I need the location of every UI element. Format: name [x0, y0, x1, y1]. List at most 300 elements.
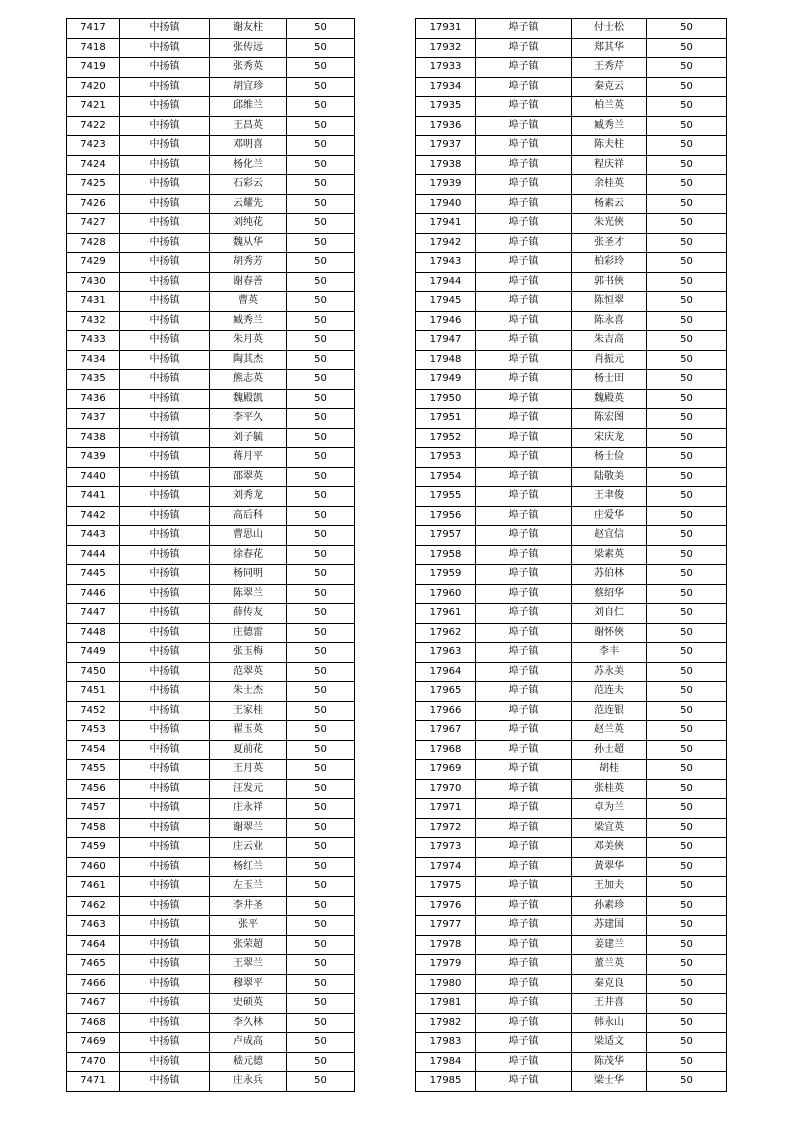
town-cell: 中扬镇	[120, 526, 210, 546]
person-name-cell: 赵宜信	[572, 526, 647, 546]
row-number-cell: 7430	[67, 272, 120, 292]
person-name-cell: 邓美俠	[572, 838, 647, 858]
person-name-cell: 梁士华	[572, 1072, 647, 1092]
town-cell: 埠子镇	[476, 389, 572, 409]
amount-cell: 50	[287, 974, 355, 994]
town-cell: 埠子镇	[476, 721, 572, 741]
town-cell: 埠子镇	[476, 701, 572, 721]
person-name-cell: 肖振元	[572, 350, 647, 370]
table-row	[416, 428, 727, 448]
town-cell: 埠子镇	[476, 311, 572, 331]
row-number-cell: 7454	[67, 740, 120, 760]
town-cell: 中扬镇	[120, 350, 210, 370]
table-row	[416, 896, 727, 916]
row-number-cell: 7451	[67, 682, 120, 702]
table-row	[416, 331, 727, 351]
row-number-cell: 17952	[416, 428, 476, 448]
person-name-cell: 夏前花	[210, 740, 287, 760]
row-number-cell: 17934	[416, 77, 476, 97]
table-row	[67, 838, 355, 858]
town-cell: 埠子镇	[476, 506, 572, 526]
amount-cell: 50	[647, 935, 727, 955]
amount-cell: 50	[647, 409, 727, 429]
row-number-cell: 17980	[416, 974, 476, 994]
amount-cell: 50	[647, 916, 727, 936]
person-name-cell: 付士松	[572, 19, 647, 39]
town-cell: 中扬镇	[120, 584, 210, 604]
person-name-cell: 王聿俊	[572, 487, 647, 507]
row-number-cell: 7431	[67, 292, 120, 312]
amount-cell: 50	[647, 779, 727, 799]
table-row	[416, 1072, 727, 1092]
town-cell: 埠子镇	[476, 331, 572, 351]
person-name-cell: 李井圣	[210, 896, 287, 916]
town-cell: 中扬镇	[120, 604, 210, 624]
amount-cell: 50	[647, 896, 727, 916]
amount-cell: 50	[647, 350, 727, 370]
row-number-cell: 17953	[416, 448, 476, 468]
person-name-cell: 魏从华	[210, 233, 287, 253]
town-cell: 埠子镇	[476, 428, 572, 448]
table-row	[67, 974, 355, 994]
table-row	[416, 389, 727, 409]
amount-cell: 50	[647, 272, 727, 292]
table-row	[67, 272, 355, 292]
row-number-cell: 7423	[67, 136, 120, 156]
person-name-cell: 王月英	[210, 760, 287, 780]
town-cell: 中扬镇	[120, 838, 210, 858]
town-cell: 埠子镇	[476, 838, 572, 858]
row-number-cell: 17976	[416, 896, 476, 916]
amount-cell: 50	[647, 214, 727, 234]
table-row	[416, 877, 727, 897]
table-row	[67, 623, 355, 643]
row-number-cell: 7438	[67, 428, 120, 448]
table-row	[67, 779, 355, 799]
town-cell: 埠子镇	[476, 740, 572, 760]
amount-cell: 50	[647, 877, 727, 897]
person-name-cell: 秦克云	[572, 77, 647, 97]
table-row	[416, 643, 727, 663]
person-name-cell: 胡桂	[572, 760, 647, 780]
amount-cell: 50	[287, 350, 355, 370]
town-cell: 中扬镇	[120, 955, 210, 975]
person-name-cell: 曹英	[210, 292, 287, 312]
amount-cell: 50	[647, 604, 727, 624]
table-row	[67, 994, 355, 1014]
amount-cell: 50	[647, 233, 727, 253]
person-name-cell: 郑其华	[572, 38, 647, 58]
person-name-cell: 张平	[210, 916, 287, 936]
table-row	[416, 1033, 727, 1053]
row-number-cell: 7417	[67, 19, 120, 39]
town-cell: 埠子镇	[476, 1013, 572, 1033]
row-number-cell: 7452	[67, 701, 120, 721]
row-number-cell: 17963	[416, 643, 476, 663]
amount-cell: 50	[287, 214, 355, 234]
town-cell: 中扬镇	[120, 916, 210, 936]
row-number-cell: 7471	[67, 1072, 120, 1092]
amount-cell: 50	[647, 643, 727, 663]
table-row	[67, 311, 355, 331]
row-number-cell: 17979	[416, 955, 476, 975]
amount-cell: 50	[287, 311, 355, 331]
row-number-cell: 17951	[416, 409, 476, 429]
person-name-cell: 汪发元	[210, 779, 287, 799]
amount-cell: 50	[647, 155, 727, 175]
amount-cell: 50	[287, 916, 355, 936]
table-row	[67, 877, 355, 897]
town-cell: 中扬镇	[120, 935, 210, 955]
person-name-cell: 邓明喜	[210, 136, 287, 156]
row-number-cell: 7436	[67, 389, 120, 409]
person-name-cell: 嵇元德	[210, 1052, 287, 1072]
town-cell: 中扬镇	[120, 721, 210, 741]
table-row	[416, 311, 727, 331]
town-cell: 中扬镇	[120, 292, 210, 312]
person-name-cell: 庄永祥	[210, 799, 287, 819]
town-cell: 埠子镇	[476, 58, 572, 78]
table-row	[67, 38, 355, 58]
town-cell: 中扬镇	[120, 311, 210, 331]
row-number-cell: 7469	[67, 1033, 120, 1053]
town-cell: 中扬镇	[120, 253, 210, 273]
person-name-cell: 赵兰英	[572, 721, 647, 741]
person-name-cell: 黄翠华	[572, 857, 647, 877]
table-row	[67, 682, 355, 702]
person-name-cell: 蒋月平	[210, 448, 287, 468]
town-cell: 中扬镇	[120, 1052, 210, 1072]
town-cell: 埠子镇	[476, 116, 572, 136]
person-name-cell: 姜建兰	[572, 935, 647, 955]
person-name-cell: 朱月英	[210, 331, 287, 351]
amount-cell: 50	[287, 467, 355, 487]
amount-cell: 50	[287, 799, 355, 819]
table-row	[67, 194, 355, 214]
amount-cell: 50	[647, 682, 727, 702]
town-cell: 中扬镇	[120, 272, 210, 292]
table-row	[67, 701, 355, 721]
person-name-cell: 柏兰英	[572, 97, 647, 117]
row-number-cell: 17975	[416, 877, 476, 897]
table-row	[67, 799, 355, 819]
table-row	[67, 253, 355, 273]
town-cell: 埠子镇	[476, 682, 572, 702]
town-cell: 埠子镇	[476, 896, 572, 916]
amount-cell: 50	[287, 58, 355, 78]
row-number-cell: 17941	[416, 214, 476, 234]
amount-cell: 50	[647, 838, 727, 858]
town-cell: 埠子镇	[476, 974, 572, 994]
amount-cell: 50	[647, 955, 727, 975]
table-row	[416, 955, 727, 975]
person-name-cell: 杨红兰	[210, 857, 287, 877]
amount-cell: 50	[647, 818, 727, 838]
row-number-cell: 17956	[416, 506, 476, 526]
person-name-cell: 邱维兰	[210, 97, 287, 117]
amount-cell: 50	[647, 1013, 727, 1033]
table-row	[67, 506, 355, 526]
row-number-cell: 17935	[416, 97, 476, 117]
row-number-cell: 17968	[416, 740, 476, 760]
person-name-cell: 张传远	[210, 38, 287, 58]
town-cell: 埠子镇	[476, 467, 572, 487]
amount-cell: 50	[287, 272, 355, 292]
table-row	[416, 77, 727, 97]
person-name-cell: 李丰	[572, 643, 647, 663]
amount-cell: 50	[287, 194, 355, 214]
row-number-cell: 7465	[67, 955, 120, 975]
table-row	[416, 994, 727, 1014]
table-row	[416, 409, 727, 429]
table-row	[416, 38, 727, 58]
row-number-cell: 7439	[67, 448, 120, 468]
amount-cell: 50	[647, 331, 727, 351]
person-name-cell: 郭书俠	[572, 272, 647, 292]
town-cell: 中扬镇	[120, 1013, 210, 1033]
table-row	[416, 584, 727, 604]
amount-cell: 50	[287, 838, 355, 858]
person-name-cell: 梁素英	[572, 545, 647, 565]
town-cell: 中扬镇	[120, 760, 210, 780]
town-cell: 埠子镇	[476, 545, 572, 565]
person-name-cell: 高后科	[210, 506, 287, 526]
row-number-cell: 17955	[416, 487, 476, 507]
town-cell: 中扬镇	[120, 506, 210, 526]
person-name-cell: 杨士俭	[572, 448, 647, 468]
table-row	[67, 662, 355, 682]
table-row	[416, 116, 727, 136]
row-number-cell: 7424	[67, 155, 120, 175]
table-row	[67, 370, 355, 390]
row-number-cell: 7466	[67, 974, 120, 994]
amount-cell: 50	[647, 506, 727, 526]
row-number-cell: 7429	[67, 253, 120, 273]
town-cell: 埠子镇	[476, 292, 572, 312]
amount-cell: 50	[287, 77, 355, 97]
table-row	[416, 253, 727, 273]
amount-cell: 50	[287, 1052, 355, 1072]
table-row	[67, 136, 355, 156]
town-cell: 埠子镇	[476, 233, 572, 253]
person-name-cell: 杨同明	[210, 565, 287, 585]
amount-cell: 50	[287, 370, 355, 390]
person-name-cell: 刘纯花	[210, 214, 287, 234]
town-cell: 中扬镇	[120, 194, 210, 214]
town-cell: 埠子镇	[476, 350, 572, 370]
town-cell: 埠子镇	[476, 77, 572, 97]
table-row	[67, 467, 355, 487]
row-number-cell: 17932	[416, 38, 476, 58]
person-name-cell: 谢翠兰	[210, 818, 287, 838]
person-name-cell: 柏彩玲	[572, 253, 647, 273]
row-number-cell: 7418	[67, 38, 120, 58]
town-cell: 中扬镇	[120, 662, 210, 682]
town-cell: 埠子镇	[476, 662, 572, 682]
row-number-cell: 7419	[67, 58, 120, 78]
town-cell: 中扬镇	[120, 58, 210, 78]
amount-cell: 50	[287, 955, 355, 975]
table-row	[416, 838, 727, 858]
town-cell: 中扬镇	[120, 740, 210, 760]
town-cell: 中扬镇	[120, 77, 210, 97]
row-number-cell: 7456	[67, 779, 120, 799]
person-name-cell: 张荣超	[210, 935, 287, 955]
person-name-cell: 杨士田	[572, 370, 647, 390]
amount-cell: 50	[647, 974, 727, 994]
amount-cell: 50	[647, 116, 727, 136]
row-number-cell: 17982	[416, 1013, 476, 1033]
amount-cell: 50	[287, 877, 355, 897]
row-number-cell: 7432	[67, 311, 120, 331]
table-row	[67, 955, 355, 975]
town-cell: 中扬镇	[120, 818, 210, 838]
row-number-cell: 17948	[416, 350, 476, 370]
person-name-cell: 朱士杰	[210, 682, 287, 702]
person-name-cell: 徐春花	[210, 545, 287, 565]
town-cell: 埠子镇	[476, 818, 572, 838]
person-name-cell: 杨素云	[572, 194, 647, 214]
amount-cell: 50	[287, 779, 355, 799]
amount-cell: 50	[647, 740, 727, 760]
town-cell: 中扬镇	[120, 409, 210, 429]
town-cell: 中扬镇	[120, 116, 210, 136]
table-row	[67, 604, 355, 624]
row-number-cell: 17959	[416, 565, 476, 585]
table-row	[67, 233, 355, 253]
table-row	[416, 214, 727, 234]
town-cell: 中扬镇	[120, 155, 210, 175]
table-row	[67, 77, 355, 97]
town-cell: 中扬镇	[120, 214, 210, 234]
amount-cell: 50	[647, 721, 727, 741]
town-cell: 埠子镇	[476, 253, 572, 273]
table-row	[416, 916, 727, 936]
town-cell: 埠子镇	[476, 97, 572, 117]
person-name-cell: 范连夫	[572, 682, 647, 702]
table-row	[67, 1072, 355, 1092]
amount-cell: 50	[287, 935, 355, 955]
row-number-cell: 17958	[416, 545, 476, 565]
amount-cell: 50	[647, 799, 727, 819]
row-number-cell: 17961	[416, 604, 476, 624]
amount-cell: 50	[287, 740, 355, 760]
row-number-cell: 7435	[67, 370, 120, 390]
row-number-cell: 17950	[416, 389, 476, 409]
amount-cell: 50	[287, 19, 355, 39]
town-cell: 中扬镇	[120, 467, 210, 487]
table-row	[67, 643, 355, 663]
person-name-cell: 朱光俠	[572, 214, 647, 234]
row-number-cell: 7470	[67, 1052, 120, 1072]
row-number-cell: 17947	[416, 331, 476, 351]
row-number-cell: 17931	[416, 19, 476, 39]
amount-cell: 50	[287, 253, 355, 273]
person-name-cell: 陶其杰	[210, 350, 287, 370]
table-row	[67, 409, 355, 429]
row-number-cell: 17936	[416, 116, 476, 136]
row-number-cell: 17964	[416, 662, 476, 682]
amount-cell: 50	[287, 896, 355, 916]
row-number-cell: 7445	[67, 565, 120, 585]
town-cell: 中扬镇	[120, 389, 210, 409]
town-cell: 埠子镇	[476, 994, 572, 1014]
town-cell: 中扬镇	[120, 38, 210, 58]
row-number-cell: 17970	[416, 779, 476, 799]
person-name-cell: 王家桂	[210, 701, 287, 721]
person-name-cell: 秦克良	[572, 974, 647, 994]
row-number-cell: 17973	[416, 838, 476, 858]
table-row	[416, 1013, 727, 1033]
amount-cell: 50	[647, 38, 727, 58]
amount-cell: 50	[647, 1052, 727, 1072]
table-row	[416, 58, 727, 78]
amount-cell: 50	[287, 38, 355, 58]
row-number-cell: 7458	[67, 818, 120, 838]
amount-cell: 50	[647, 565, 727, 585]
town-cell: 埠子镇	[476, 1052, 572, 1072]
row-number-cell: 17977	[416, 916, 476, 936]
town-cell: 中扬镇	[120, 643, 210, 663]
person-name-cell: 李久林	[210, 1013, 287, 1033]
table-row	[67, 760, 355, 780]
row-number-cell: 17944	[416, 272, 476, 292]
town-cell: 埠子镇	[476, 526, 572, 546]
town-cell: 埠子镇	[476, 877, 572, 897]
table-row	[67, 448, 355, 468]
row-number-cell: 17943	[416, 253, 476, 273]
person-name-cell: 范翠英	[210, 662, 287, 682]
town-cell: 中扬镇	[120, 233, 210, 253]
amount-cell: 50	[647, 857, 727, 877]
amount-cell: 50	[647, 1072, 727, 1092]
table-row	[416, 623, 727, 643]
table-row	[67, 1013, 355, 1033]
person-name-cell: 陈宏图	[572, 409, 647, 429]
person-name-cell: 刘秀龙	[210, 487, 287, 507]
row-number-cell: 7428	[67, 233, 120, 253]
row-number-cell: 7442	[67, 506, 120, 526]
amount-cell: 50	[287, 428, 355, 448]
town-cell: 中扬镇	[120, 448, 210, 468]
amount-cell: 50	[647, 584, 727, 604]
table-row	[67, 584, 355, 604]
town-cell: 埠子镇	[476, 272, 572, 292]
table-row	[416, 721, 727, 741]
amount-cell: 50	[647, 253, 727, 273]
person-name-cell: 韩永山	[572, 1013, 647, 1033]
table-row	[416, 662, 727, 682]
person-name-cell: 王井喜	[572, 994, 647, 1014]
table-row	[416, 1052, 727, 1072]
amount-cell: 50	[287, 116, 355, 136]
person-name-cell: 谢春善	[210, 272, 287, 292]
row-number-cell: 17942	[416, 233, 476, 253]
amount-cell: 50	[287, 506, 355, 526]
row-number-cell: 7459	[67, 838, 120, 858]
person-name-cell: 范连银	[572, 701, 647, 721]
table-row	[416, 526, 727, 546]
person-name-cell: 苏永美	[572, 662, 647, 682]
amount-cell: 50	[287, 604, 355, 624]
table-row	[67, 857, 355, 877]
person-name-cell: 陆敬美	[572, 467, 647, 487]
amount-cell: 50	[287, 233, 355, 253]
town-cell: 埠子镇	[476, 623, 572, 643]
row-number-cell: 17962	[416, 623, 476, 643]
person-name-cell: 蔡绍华	[572, 584, 647, 604]
person-name-cell: 庄云业	[210, 838, 287, 858]
